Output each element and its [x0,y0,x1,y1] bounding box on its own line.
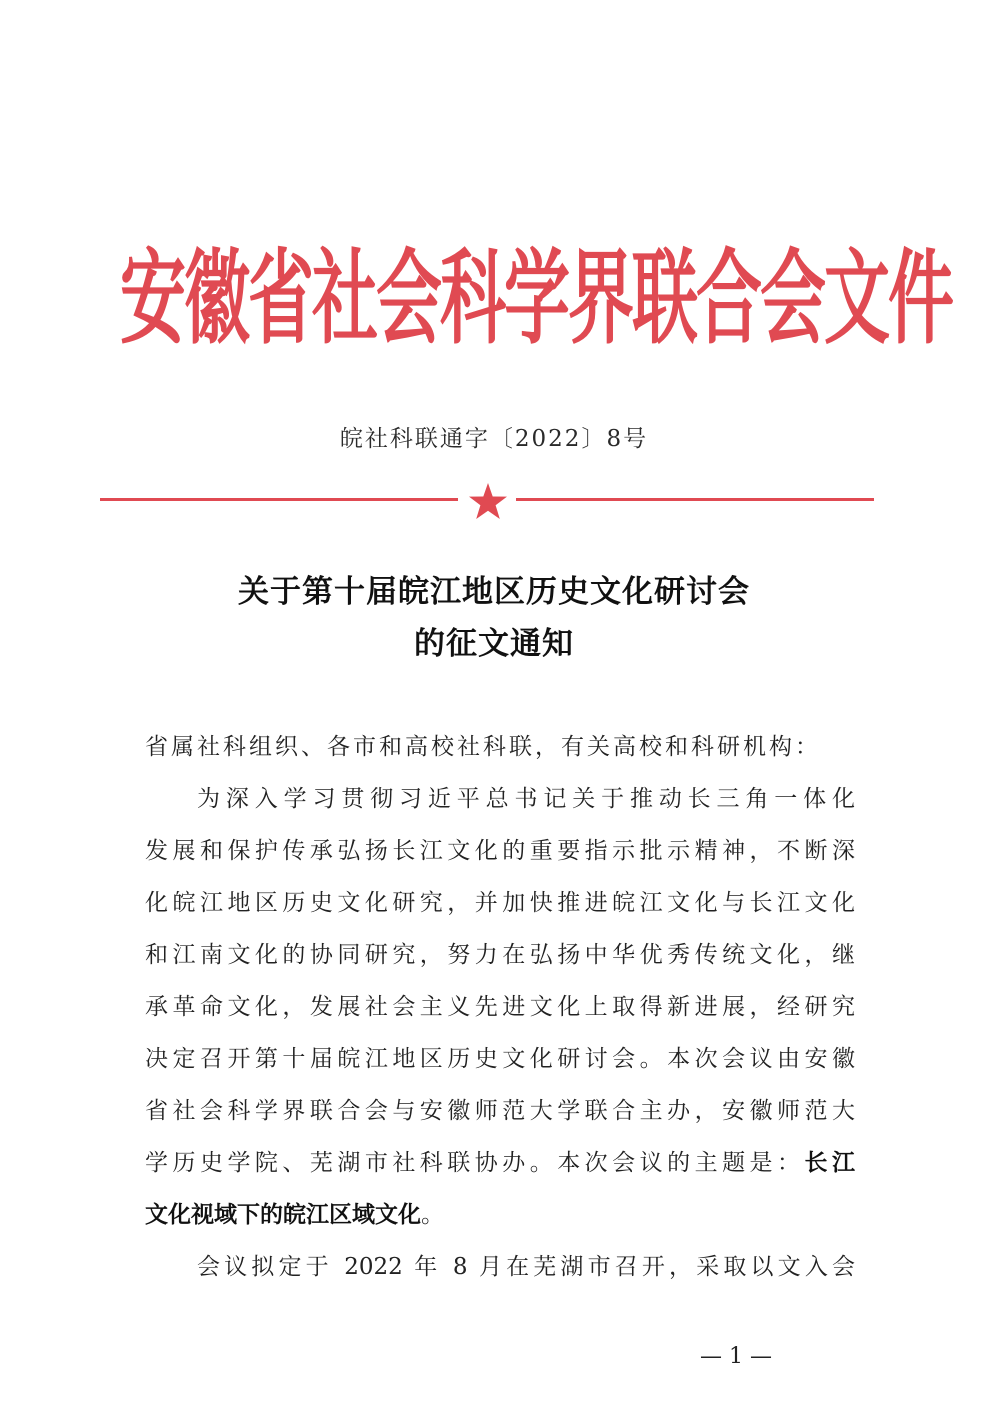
document-number: 皖社科联通字〔2022〕8号 [339,426,649,452]
issuer-header: 安徽省社会科学界联合会文件 [120,238,952,359]
body-line: 发展和保护传承弘扬长江文化的重要指示批示精神，不断深 [145,838,855,864]
body-line: 和江南文化的协同研究，努力在弘扬中华优秀传统文化，继 [145,942,855,968]
body-line [145,1144,855,1177]
body-line: 会议拟定于 2022 年 8 月在芜湖市召开，采取以文入会 [197,1254,855,1280]
theme-text: 长江 [804,1149,856,1176]
body-text: 。 [421,1202,444,1228]
body-text: 学历史学院、芜湖市社科联协办。本次会议的主题是： [145,1150,805,1176]
star-icon [468,482,508,520]
body-line: 化皖江地区历史文化研究，并加快推进皖江文化与长江文化 [145,890,855,916]
body-line: 决定召开第十届皖江地区历史文化研讨会。本次会议由安徽 [145,1046,855,1072]
body-line: 为深入学习贯彻习近平总书记关于推动长三角一体化 [197,786,855,812]
body-line: 省社会科学界联合会与安徽师范大学联合主办，安徽师范大 [145,1098,855,1124]
notice-title-line-1: 关于第十届皖江地区历史文化研讨会 [238,574,750,610]
body-line [145,1196,855,1229]
body-line: 承革命文化，发展社会主义先进文化上取得新进展，经研究 [145,994,855,1020]
red-rule-left [100,498,458,501]
red-rule-right [516,498,874,501]
theme-text: 文化视域下的皖江区域文化 [145,1201,421,1228]
page-number: — 1 — [700,1344,772,1369]
notice-title-line-2: 的征文通知 [414,626,574,662]
salutation: 省属社科组织、各市和高校社科联，有关高校和科研机构： [145,734,821,760]
